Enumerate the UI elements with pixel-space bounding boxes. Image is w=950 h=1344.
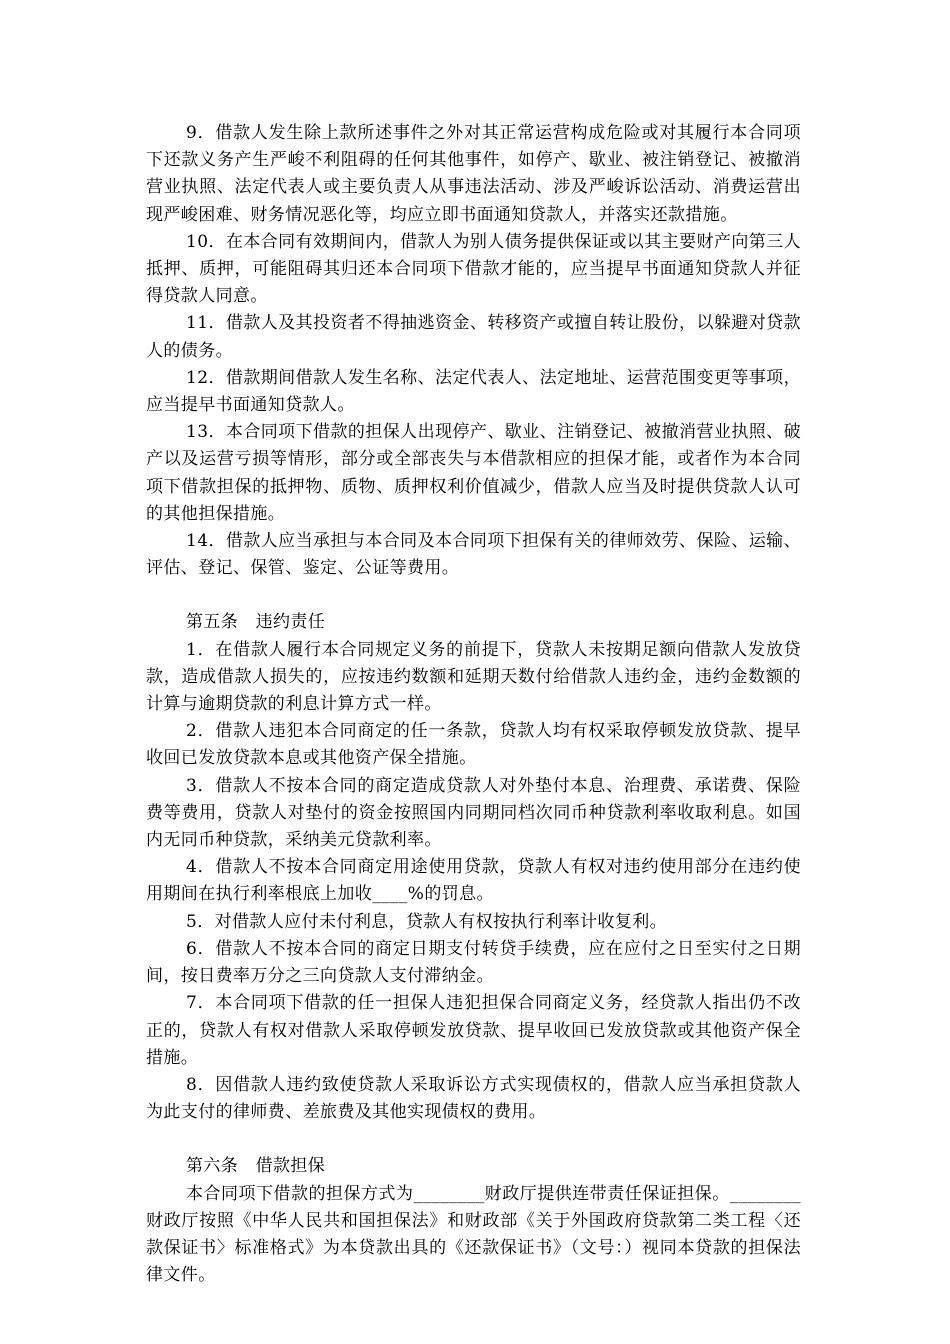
clause-12: 12．借款期间借款人发生名称、法定代表人、法定地址、运营范围变更等事项，应当提早书面通知贷款人。 xyxy=(146,367,801,416)
article-6-heading: 第六条 借款担保 xyxy=(186,1156,326,1177)
article-5-clause-4: 4．借款人不按本合同商定用途使用贷款，贷款人有权对违约使用部分在违约使用期间在执行利率根底上加收____%的罚息。 xyxy=(146,857,801,905)
document-body xyxy=(146,120,801,1289)
article-5-clause-2: 2．借款人违犯本合同商定的任一条款，贷款人均有权采取停顿发放贷款、提早收回已发放贷款本息或其他资产保全措施。 xyxy=(146,721,801,769)
clause-10: 10．在本合同有效期间内，借款人为别人债务提供保证或以其主要财产向第三人抵押、质押，可能阻碍其归还本合同项下借款才能的，应当提早书面通知贷款人并征得贷款人同意。 xyxy=(146,231,801,307)
clause-14: 14．借款人应当承担与本合同及本合同项下担保有关的律师效劳、保险、运输、评估、登记、保管、鉴定、公证等费用。 xyxy=(146,531,801,579)
article-5-clause-3: 3．借款人不按本合同的商定造成贷款人对外垫付本息、治理费、承诺费、保险费等费用，贷款人对垫付的资金按照国内同期同档次同币种贷款利率收取利息。如国内无同币种贷款，采纳美元贷款利率。 xyxy=(146,775,801,851)
clause-9: 9．借款人发生除上款所述事件之外对其正常运营构成危险或对其履行本合同项下还款义务产生严峻不利阻碍的任何其他事件，如停产、歇业、被注销登记、被撤消营业执照、法定代表人或主要负责人从事违法活动、涉及严峻诉讼活动、消费运营出现严峻困难、财务情况恶化等，均应立即书面通知贷款人，并落实还款措施。 xyxy=(146,123,801,225)
clause-13: 13．本合同项下借款的担保人出现停产、歇业、注销登记、被撤消营业执照、破产以及运营亏损等情形，部分或全部丧失与本借款相应的担保才能，或者作为本合同项下借款担保的抵押物、质物、质押权利价值减少，借款人应当及时提供贷款人认可的其他担保措施。 xyxy=(146,422,801,524)
article-6-body: 本合同项下借款的担保方式为________财政厅提供连带责任保证担保。________财政厅按照《中华人民共和国担保法》和财政部《关于外国政府贷款第二类工程〈还款保证书〉标准格式》为本贷款出具的《还款保证书》（文号：）视同本贷款的担保法律文件。 xyxy=(146,1183,801,1286)
article-5-clause-7: 7．本合同项下借款的任一担保人违犯担保合同商定义务，经贷款人指出仍不改正的，贷款人有权对借款人采取停顿发放贷款、提早收回已发放贷款或其他资产保全措施。 xyxy=(146,993,801,1068)
article-5-clause-1: 1．在借款人履行本合同规定义务的前提下，贷款人未按期足额向借款人发放贷款，造成借款人损失的，应按违约数额和延期天数付给借款人违约金，违约金数额的计算与逾期贷款的利息计算方式一样。 xyxy=(146,639,801,715)
spacer xyxy=(146,1126,801,1153)
article-5-heading: 第五条 违约责任 xyxy=(186,612,326,633)
article-5-clause-8: 8．因借款人违约致使贷款人采取诉讼方式实现债权的，借款人应当承担贷款人为此支付的律师费、差旅费及其他实现债权的费用。 xyxy=(146,1074,801,1123)
clause-11: 11．借款人及其投资者不得抽逃资金、转移资产或擅自转让股份，以躲避对贷款人的债务。 xyxy=(146,313,801,361)
article-5-clause-6: 6．借款人不按本合同的商定日期支付转贷手续费，应在应付之日至实付之日期间，按日费率万分之三向贷款人支付滞纳金。 xyxy=(146,938,801,987)
spacer xyxy=(146,582,801,609)
article-5-clause-5: 5．对借款人应付未付利息，贷款人有权按执行利率计收复利。 xyxy=(186,911,668,932)
